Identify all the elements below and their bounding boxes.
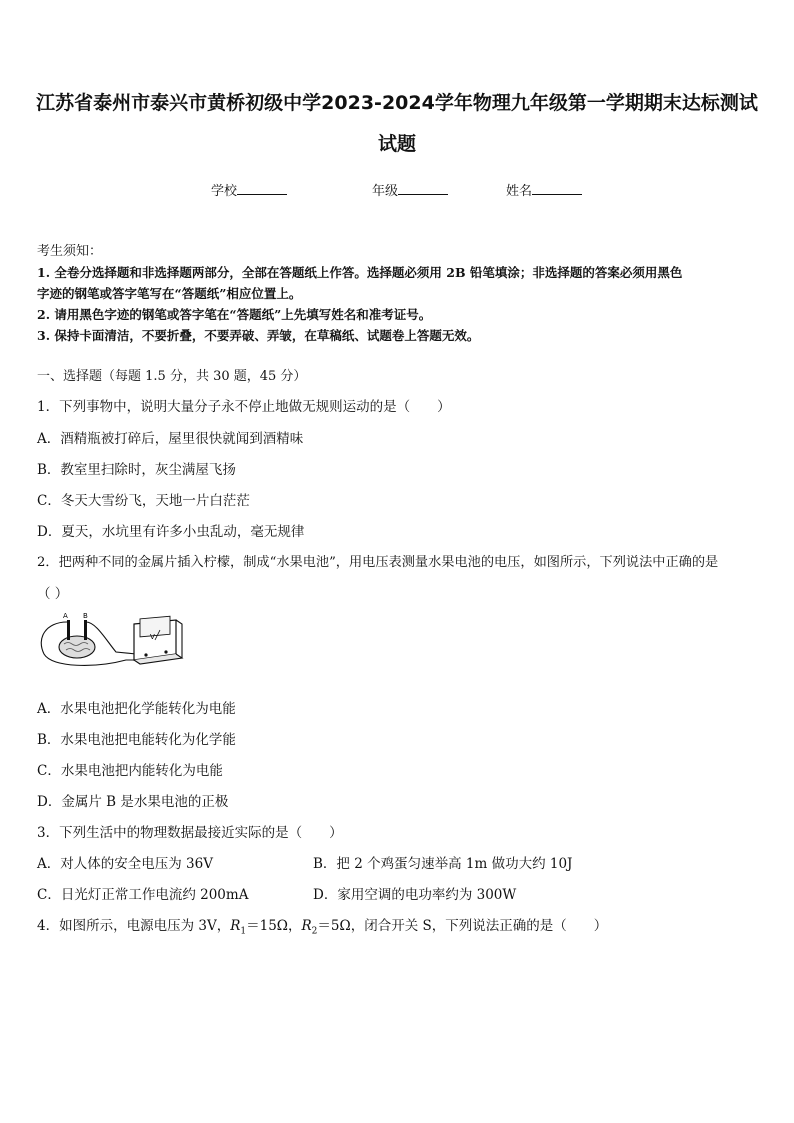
notice-line-4: 3. 保持卡面清洁，不要折叠，不要弄破、弄皱，在草稿纸、试题卷上答题无效。: [37, 328, 480, 343]
q4-stem: [37, 914, 607, 937]
q2-stem-cont: （ ）: [37, 586, 69, 602]
q1-option-a: A．酒精瓶被打碎后，屋里很快就闻到酒精味: [37, 431, 304, 447]
label-a: A: [63, 612, 68, 620]
q4-r2-sub: 2: [311, 926, 318, 937]
q1-option-b: B．教室里扫除时，灰尘满屋飞扬: [37, 462, 236, 478]
q3-option-b: B．把 2 个鸡蛋匀速举高 1m 做功大约 10J: [313, 856, 573, 872]
school-label: 学校: [211, 184, 238, 199]
q1-option-c: C．冬天大雪纷飞，天地一片白茫茫: [37, 493, 250, 509]
metal-plate-a: [67, 620, 70, 640]
q3-option-a: A．对人体的安全电压为 36V: [37, 856, 213, 872]
grade-field: [372, 180, 448, 199]
q4-stem-pre: 4．如图所示，电源电压为 3V，: [37, 918, 231, 934]
document-title-line1: 江苏省泰州市泰兴市黄桥初级中学2023-2024学年物理九年级第一学期期末达标测试: [36, 92, 758, 114]
name-blank: [532, 182, 582, 195]
q2-option-d: D．金属片 B 是水果电池的正极: [37, 794, 229, 810]
name-field: [506, 180, 582, 199]
q3-stem: 3．下列生活中的物理数据最接近实际的是（ ）: [37, 825, 343, 841]
notice-line-1: 1. 全卷分选择题和非选择题两部分，全部在答题纸上作答。选择题必须用 2B 铅笔填涂；非选择题的答案必须用黑色: [37, 265, 683, 280]
school-blank: [237, 182, 287, 195]
q4-r1-sub: 1: [240, 926, 247, 937]
q3-option-d: D．家用空调的电功率约为 300W: [313, 887, 517, 903]
q1-option-d: D．夏天，水坑里有许多小虫乱动，毫无规律: [37, 524, 305, 540]
label-b: B: [83, 612, 88, 620]
metal-plate-b: [84, 620, 87, 640]
q4-r2: R: [301, 918, 312, 934]
grade-blank: [398, 182, 448, 195]
q2-option-b: B．水果电池把电能转化为化学能: [37, 732, 236, 748]
fruit-battery-figure: [36, 610, 184, 672]
school-field: [211, 180, 287, 199]
document-title-line2: 试题: [377, 133, 416, 155]
notice-line-3: 2. 请用黑色字迹的钢笔或答字笔在“答题纸”上先填写姓名和准考证号。: [37, 307, 432, 322]
name-label: 姓名: [506, 184, 533, 199]
q4-r2-value: ＝5Ω，闭合开关 S，下列说法正确的是（ ）: [317, 918, 608, 934]
q4-r1: R: [230, 918, 241, 934]
q1-stem: 1．下列事物中，说明大量分子永不停止地做无规则运动的是（ ）: [37, 399, 451, 415]
q4-r1-value: ＝15Ω，: [246, 918, 302, 934]
lemon-shape: [59, 636, 95, 658]
q2-option-c: C．水果电池把内能转化为电能: [37, 763, 223, 779]
voltmeter-symbol: V: [150, 633, 155, 641]
q2-option-a: A．水果电池把化学能转化为电能: [37, 701, 236, 717]
notice-line-2: 字迹的钢笔或答字笔写在“答题纸”相应位置上。: [37, 286, 302, 301]
grade-label: 年级: [372, 184, 399, 199]
q3-option-c: C．日光灯正常工作电流约 200mA: [37, 887, 249, 903]
notice-heading: 考生须知：: [37, 244, 103, 259]
section-heading: 一、选择题（每题 1.5 分，共 30 题，45 分）: [37, 369, 307, 384]
q2-stem: 2．把两种不同的金属片插入柠檬，制成“水果电池”，用电压表测量水果电池的电压，如图所示，下列说法中正确的是: [37, 555, 719, 570]
